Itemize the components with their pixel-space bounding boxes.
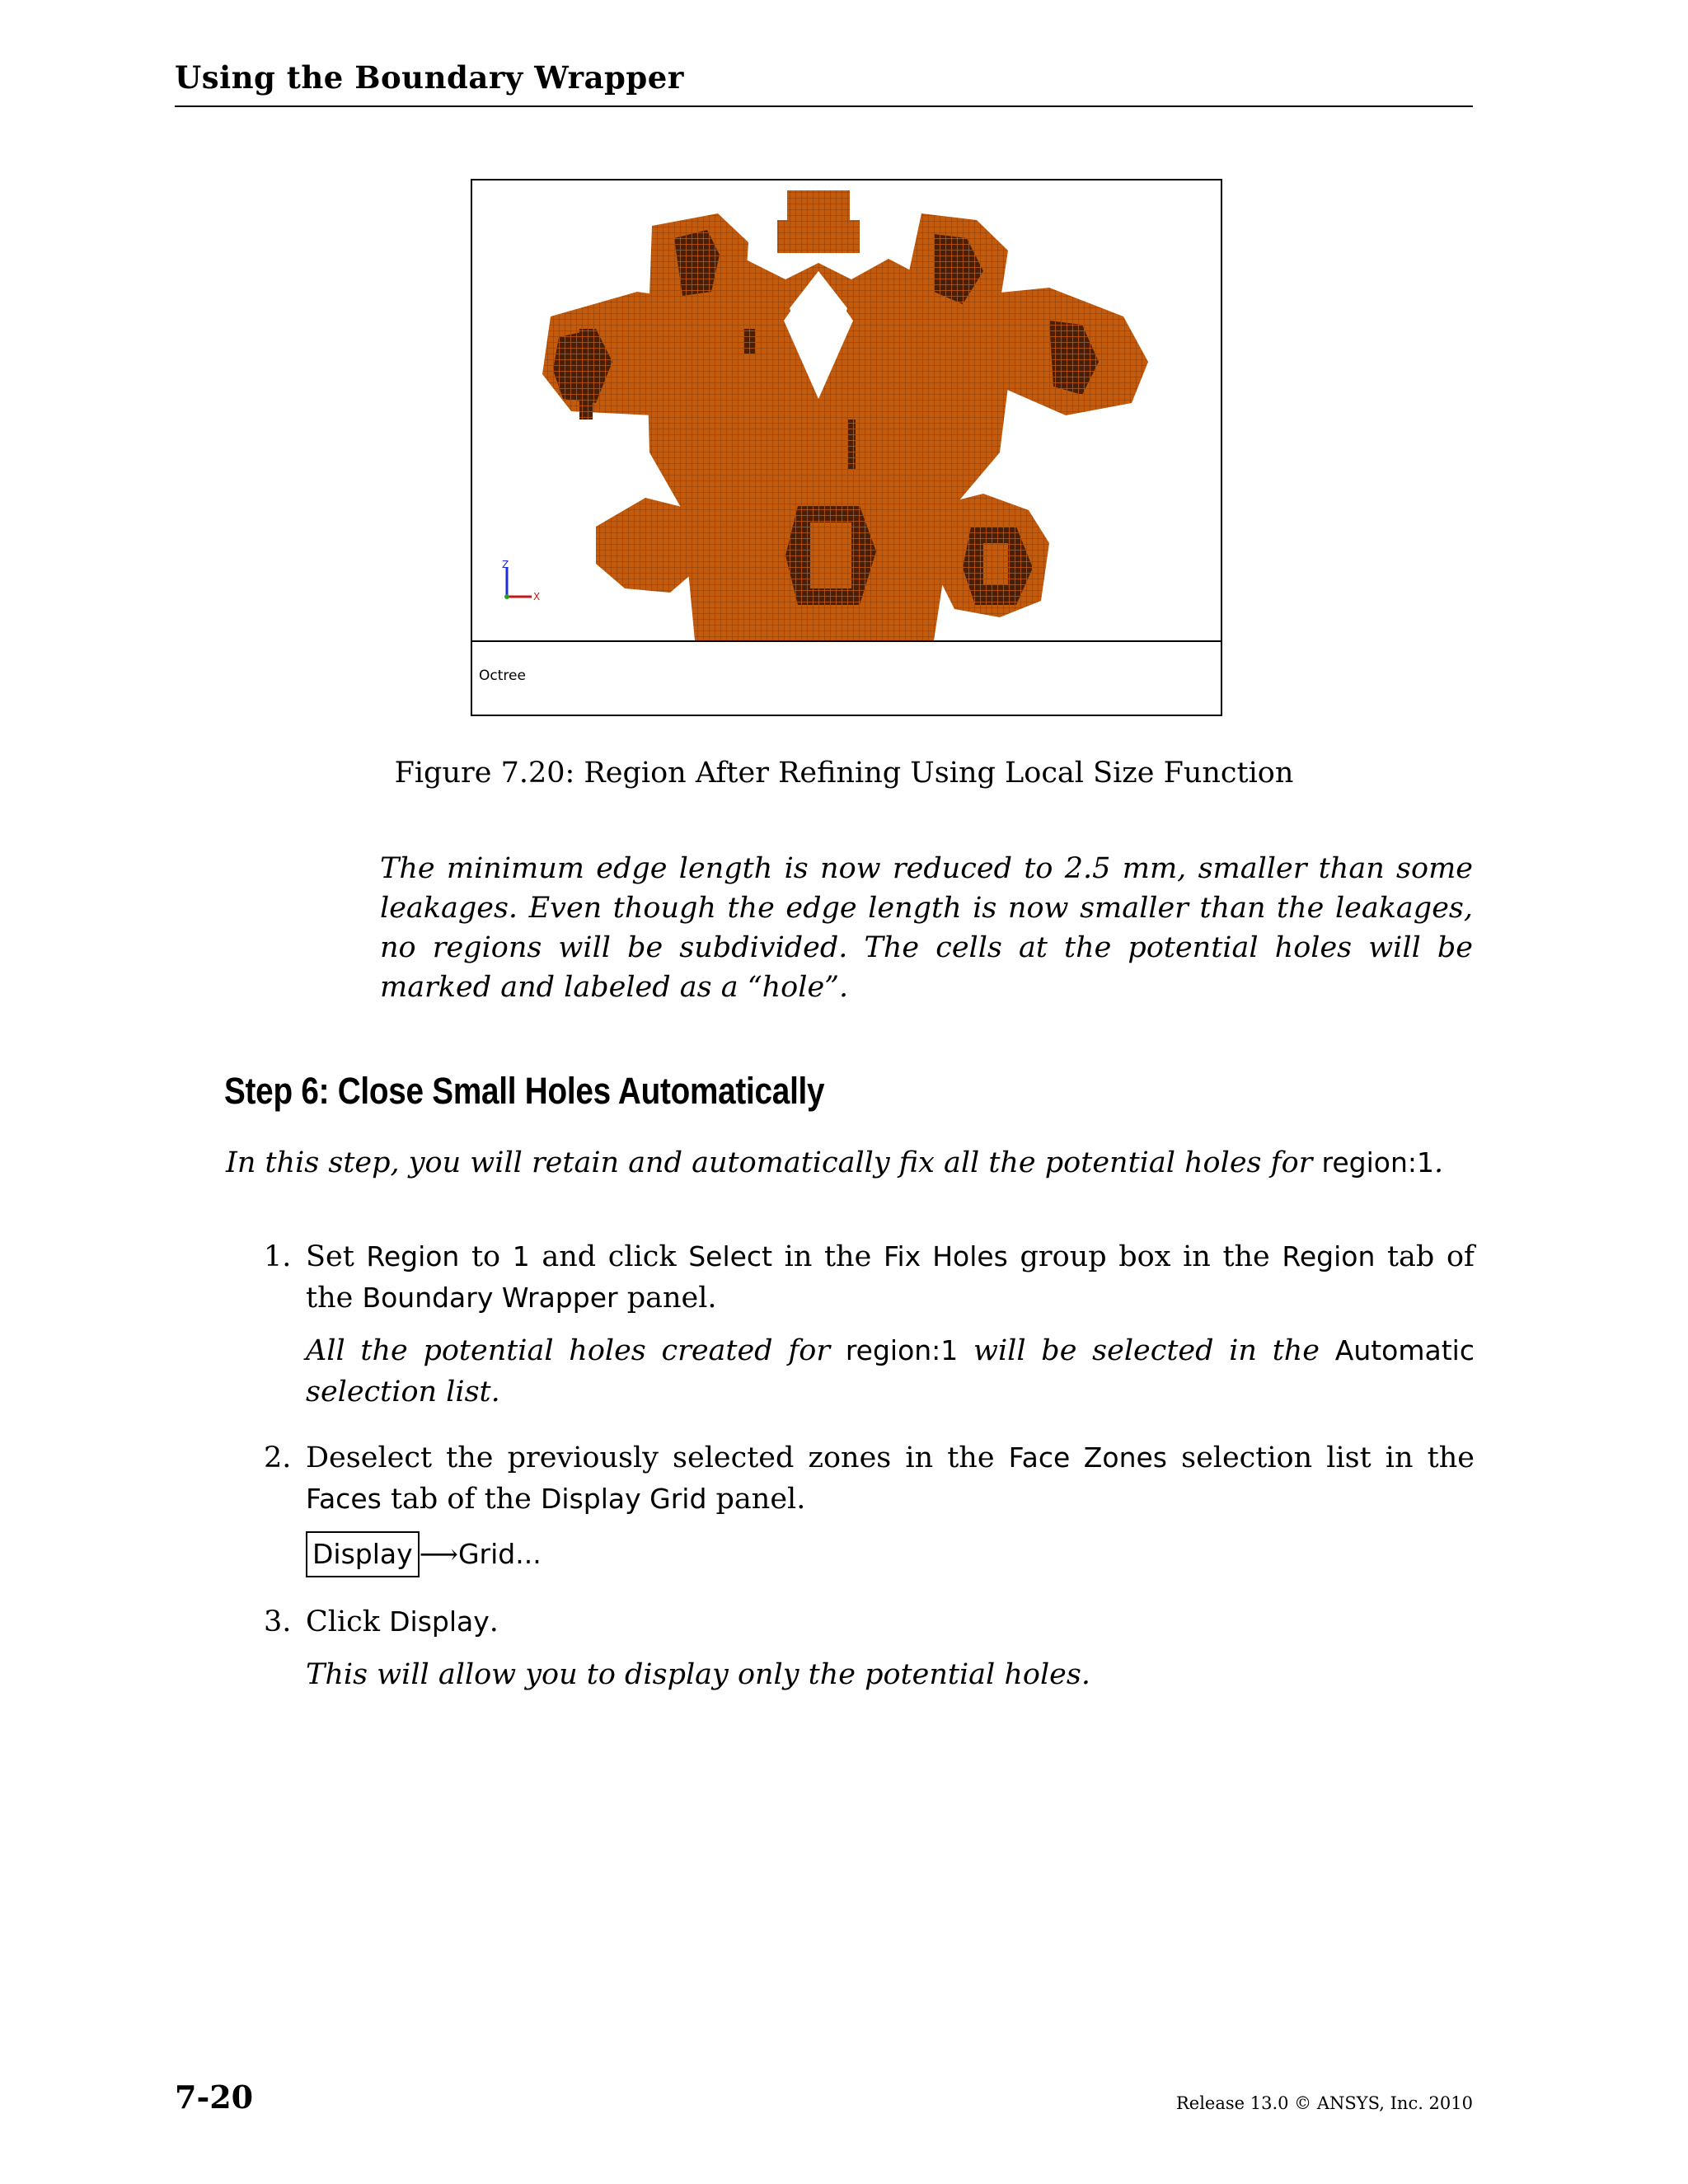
figure-frame bbox=[471, 179, 1222, 716]
status-label: Octree bbox=[479, 668, 526, 684]
item-note: All the potential holes created for region:1 will be selected in the Automatic selection list. bbox=[306, 1334, 1475, 1408]
item-note: This will allow you to display only the potential holes. bbox=[306, 1658, 1090, 1691]
display-menu-box: Display bbox=[306, 1531, 420, 1577]
menu-path: Display ⟶Grid... bbox=[306, 1531, 542, 1577]
graphics-viewport bbox=[472, 180, 1221, 640]
note-paragraph: The minimum edge length is now reduced to 2.5 mm, smaller than some leakages. Even though the edge length is now smaller than the leakages, no regions will be subdivided. The cells at the potential holes will be marked and labeled as a “hole”. bbox=[380, 852, 1473, 1004]
axis-triad-icon bbox=[502, 559, 540, 602]
x-axis-label: X bbox=[533, 591, 541, 602]
z-axis-label: Z bbox=[502, 559, 509, 570]
figure-caption: Figure 7.20: Region After Refining Using Local Size Function bbox=[394, 757, 1294, 790]
arrow-icon: ⟶ bbox=[419, 1538, 458, 1570]
step-heading: Step 6: Close Small Holes Automatically bbox=[224, 1070, 825, 1112]
page-number: 7-20 bbox=[175, 2079, 254, 2116]
status-divider bbox=[472, 640, 1221, 642]
running-header: Using the Boundary Wrapper bbox=[175, 59, 684, 96]
octree-mesh-render bbox=[472, 180, 1221, 640]
release-notice: Release 13.0 © ANSYS, Inc. 2010 bbox=[1175, 2093, 1473, 2113]
step-intro: In this step, you will retain and automatically fix all the potential holes for region:1. bbox=[226, 1146, 1444, 1179]
header-rule bbox=[175, 105, 1473, 107]
